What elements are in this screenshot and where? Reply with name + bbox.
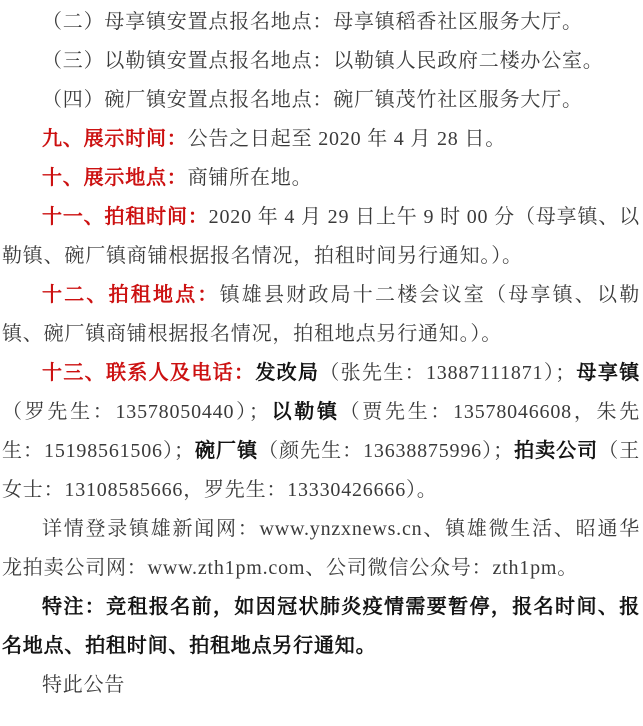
section-9-display-time [2,120,640,159]
text-run: 商铺所在地。 [187,167,313,189]
text-run: 2020 年 4 月 29 日上午 9 时 00 分（母享镇、以勒镇、碗厂镇商铺根据报名情况，拍租时间另行通知。）。 [2,206,640,267]
text-run: 特此公告 [42,674,126,696]
text-run: （张先生：13887111871）； [319,362,576,384]
section-13-contacts-and-phones [2,354,640,510]
text-run: 十、展示地点： [42,167,188,189]
text-run: 拍卖公司 [513,440,599,462]
section-10-display-location [2,159,640,198]
more-info-websites [2,510,640,588]
item-3-yile-registration-location [2,42,640,81]
text-run: （贾先生：13578046608，朱先生：15198561506）； [2,401,641,462]
text-run: 详情登录镇雄新闻网：www.ynzxnews.cn、镇雄微生活、昭通华龙拍卖公司网：www.zth1pm.com、公司微信公众号：zth1pm。 [2,518,640,579]
text-run: （颜先生：13638875996）； [258,440,514,462]
item-4-wanchang-registration-location [2,81,640,120]
text-run: 发改局 [255,362,320,384]
text-run: 特注：竞租报名前，如因冠状肺炎疫情需要暂停，报名时间、报名地点、拍租时间、拍租地点另行通知。 [2,596,640,657]
text-run: 九、展示时间： [42,128,188,150]
text-run: 碗厂镇 [194,440,259,462]
text-run: 镇雄县财政局十二楼会议室（母享镇、以勒镇、碗厂镇商铺根据报名情况，拍租地点另行通知。）。 [2,284,641,345]
text-run: （四）碗厂镇安置点报名地点：碗厂镇茂竹社区服务大厅。 [42,89,583,111]
text-run: 公告之日起至 2020 年 4 月 28 日。 [187,128,507,150]
item-2-muxiang-registration-location [2,3,640,42]
text-run: 十三、联系人及电话： [42,362,256,384]
text-run: （罗先生：13578050440）； [2,401,270,423]
text-run: （王女士：13108585666，罗先生：13330426666）。 [2,440,640,501]
text-run: （二）母享镇安置点报名地点：母享镇稻香社区服务大厅。 [42,11,583,33]
text-run: 十二、拍租地点： [42,284,220,306]
special-note [2,588,640,666]
section-12-rent-auction-location [2,276,640,354]
closing-statement [2,666,640,705]
text-run: 母享镇 [576,362,640,384]
text-run: （三）以勒镇安置点报名地点：以勒镇人民政府二楼办公室。 [42,50,604,72]
text-run: 以勒镇 [269,401,340,423]
text-run: 十一、拍租时间： [42,206,209,228]
section-11-rent-auction-time [2,198,640,276]
